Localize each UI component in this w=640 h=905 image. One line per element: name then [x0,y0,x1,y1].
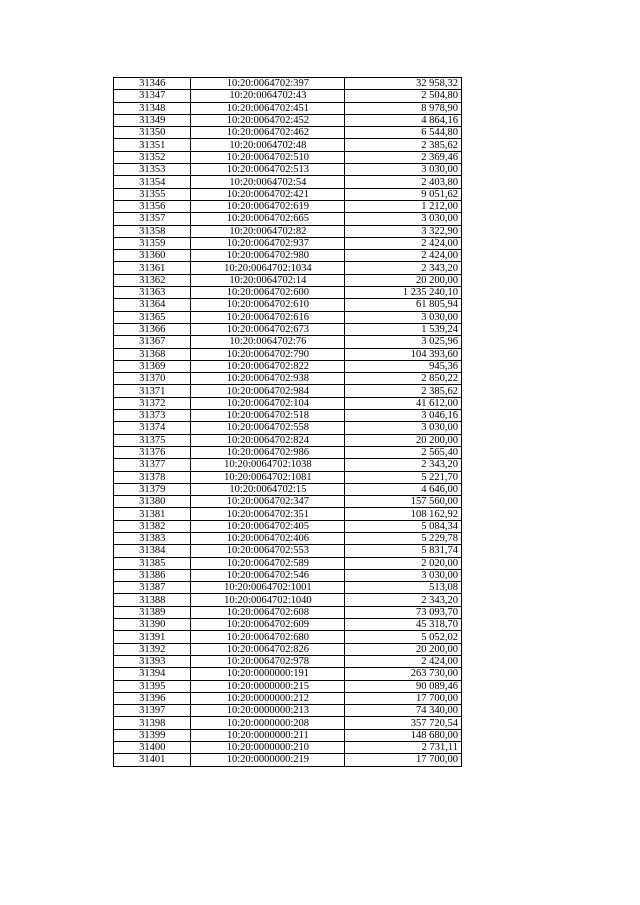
row-number-cell: 31349 [114,114,191,126]
cadastral-value-cell: 2 403,80 [345,176,462,188]
row-number-cell: 31392 [114,643,191,655]
cadastral-number-cell: 10:20:0064702:558 [191,422,345,434]
cadastral-value-cell: 2 424,00 [345,250,462,262]
cadastral-number-cell: 10:20:0064702:680 [191,631,345,643]
cadastral-number-cell: 10:20:0064702:15 [191,483,345,495]
cadastral-number-cell: 10:20:0064702:937 [191,237,345,249]
cadastral-value-cell: 2 424,00 [345,655,462,667]
row-number-cell: 31360 [114,250,191,262]
cadastral-value-cell: 2 343,20 [345,459,462,471]
cadastral-value-cell: 8 978,90 [345,102,462,114]
row-number-cell: 31380 [114,496,191,508]
cadastral-number-cell: 10:20:0064702:984 [191,385,345,397]
table-row [114,78,462,90]
cadastral-number-cell: 10:20:0064702:43 [191,90,345,102]
row-number-cell: 31390 [114,619,191,631]
cadastral-number-cell: 10:20:0064702:54 [191,176,345,188]
cadastral-value-cell: 9 051,62 [345,188,462,200]
cadastral-number-cell: 10:20:0064702:619 [191,200,345,212]
cadastral-number-cell: 10:20:0064702:665 [191,213,345,225]
cadastral-value-cell: 4 646,00 [345,483,462,495]
cadastral-value-cell: 3 322,90 [345,225,462,237]
table-row [114,631,462,643]
cadastral-value-cell: 945,36 [345,360,462,372]
table-row [114,508,462,520]
row-number-cell: 31355 [114,188,191,200]
cadastral-value-cell: 357 720,54 [345,717,462,729]
row-number-cell: 31387 [114,582,191,594]
row-number-cell: 31357 [114,213,191,225]
table-row [114,360,462,372]
table-row [114,446,462,458]
cadastral-number-cell: 10:20:0064702:397 [191,78,345,90]
row-number-cell: 31350 [114,127,191,139]
row-number-cell: 31347 [114,90,191,102]
row-number-cell: 31384 [114,545,191,557]
table-row [114,114,462,126]
cadastral-value-cell: 17 700,00 [345,692,462,704]
table-row [114,705,462,717]
table-row [114,582,462,594]
cadastral-value-cell: 32 958,32 [345,78,462,90]
cadastral-number-cell: 10:20:0064702:980 [191,250,345,262]
cadastral-value-cell: 90 089,46 [345,680,462,692]
cadastral-number-cell: 10:20:0064702:347 [191,496,345,508]
table-row [114,176,462,188]
row-number-cell: 31372 [114,397,191,409]
cadastral-number-cell: 10:20:0064702:1081 [191,471,345,483]
table-row [114,385,462,397]
cadastral-number-cell: 10:20:0064702:518 [191,410,345,422]
row-number-cell: 31364 [114,299,191,311]
table-row [114,532,462,544]
table-row [114,323,462,335]
table-row [114,545,462,557]
row-number-cell: 31393 [114,655,191,667]
cadastral-number-cell: 10:20:0064702:822 [191,360,345,372]
row-number-cell: 31371 [114,385,191,397]
cadastral-number-cell: 10:20:0064702:1034 [191,262,345,274]
row-number-cell: 31377 [114,459,191,471]
table-row [114,139,462,151]
cadastral-value-cell: 17 700,00 [345,754,462,766]
cadastral-number-cell: 10:20:0064702:589 [191,557,345,569]
cadastral-number-cell: 10:20:0064702:510 [191,151,345,163]
cadastral-number-cell: 10:20:0000000:191 [191,668,345,680]
cadastral-value-cell: 513,08 [345,582,462,594]
cadastral-value-cell: 2 343,20 [345,594,462,606]
table-row [114,606,462,618]
row-number-cell: 31397 [114,705,191,717]
row-number-cell: 31356 [114,200,191,212]
table-row [114,164,462,176]
row-number-cell: 31394 [114,668,191,680]
row-number-cell: 31373 [114,410,191,422]
table-row [114,496,462,508]
row-number-cell: 31352 [114,151,191,163]
table-row [114,668,462,680]
cadastral-value-cell: 20 200,00 [345,643,462,655]
row-number-cell: 31368 [114,348,191,360]
cadastral-value-cell: 5 831,74 [345,545,462,557]
cadastral-value-cell: 2 504,80 [345,90,462,102]
cadastral-number-cell: 10:20:0064702:76 [191,336,345,348]
row-number-cell: 31376 [114,446,191,458]
table-row [114,643,462,655]
table-row [114,90,462,102]
table-row [114,594,462,606]
cadastral-number-cell: 10:20:0000000:213 [191,705,345,717]
table-body [114,78,462,767]
row-number-cell: 31400 [114,742,191,754]
cadastral-value-cell: 5 229,78 [345,532,462,544]
cadastral-value-cell: 157 560,00 [345,496,462,508]
cadastral-value-cell: 41 612,00 [345,397,462,409]
row-number-cell: 31381 [114,508,191,520]
row-number-cell: 31353 [114,164,191,176]
row-number-cell: 31362 [114,274,191,286]
cadastral-number-cell: 10:20:0064702:1040 [191,594,345,606]
table-row [114,336,462,348]
cadastral-value-cell: 3 030,00 [345,213,462,225]
row-number-cell: 31398 [114,717,191,729]
row-number-cell: 31363 [114,287,191,299]
cadastral-value-cell: 20 200,00 [345,274,462,286]
row-number-cell: 31346 [114,78,191,90]
cadastral-value-cell: 2 565,40 [345,446,462,458]
table-row [114,692,462,704]
cadastral-value-cell: 2 424,00 [345,237,462,249]
cadastral-number-cell: 10:20:0064702:421 [191,188,345,200]
table-row [114,422,462,434]
table-row [114,188,462,200]
cadastral-value-cell: 2 850,22 [345,373,462,385]
row-number-cell: 31369 [114,360,191,372]
cadastral-number-cell: 10:20:0000000:211 [191,729,345,741]
cadastral-number-cell: 10:20:0064702:609 [191,619,345,631]
table-row [114,520,462,532]
cadastral-number-cell: 10:20:0064702:826 [191,643,345,655]
table-row [114,237,462,249]
cadastral-value-cell: 2 731,11 [345,742,462,754]
cadastral-number-cell: 10:20:0064702:616 [191,311,345,323]
cadastral-number-cell: 10:20:0064702:824 [191,434,345,446]
row-number-cell: 31389 [114,606,191,618]
cadastral-number-cell: 10:20:0064702:546 [191,569,345,581]
cadastral-number-cell: 10:20:0064702:406 [191,532,345,544]
row-number-cell: 31388 [114,594,191,606]
cadastral-value-cell: 5 221,70 [345,471,462,483]
cadastral-value-cell: 3 030,00 [345,311,462,323]
table-row [114,213,462,225]
row-number-cell: 31361 [114,262,191,274]
cadastral-number-cell: 10:20:0064702:673 [191,323,345,335]
document-page [113,77,462,767]
cadastral-value-cell: 1 235 240,10 [345,287,462,299]
cadastral-value-cell: 45 318,70 [345,619,462,631]
row-number-cell: 31365 [114,311,191,323]
cadastral-value-cell: 74 340,00 [345,705,462,717]
row-number-cell: 31359 [114,237,191,249]
table-row [114,287,462,299]
row-number-cell: 31375 [114,434,191,446]
table-row [114,225,462,237]
table-row [114,348,462,360]
cadastral-value-cell: 3 025,96 [345,336,462,348]
cadastral-number-cell: 10:20:0000000:210 [191,742,345,754]
cadastral-value-cell: 20 200,00 [345,434,462,446]
table-row [114,373,462,385]
cadastral-value-cell: 3 030,00 [345,422,462,434]
table-row [114,397,462,409]
row-number-cell: 31395 [114,680,191,692]
cadastral-value-cell: 61 805,94 [345,299,462,311]
table-row [114,729,462,741]
row-number-cell: 31366 [114,323,191,335]
row-number-cell: 31348 [114,102,191,114]
cadastral-number-cell: 10:20:0064702:104 [191,397,345,409]
cadastral-number-cell: 10:20:0000000:212 [191,692,345,704]
cadastral-value-cell: 108 162,92 [345,508,462,520]
cadastral-number-cell: 10:20:0064702:978 [191,655,345,667]
row-number-cell: 31379 [114,483,191,495]
table-row [114,127,462,139]
cadastral-value-cell: 73 093,70 [345,606,462,618]
row-number-cell: 31370 [114,373,191,385]
cadastral-number-cell: 10:20:0064702:986 [191,446,345,458]
cadastral-number-cell: 10:20:0064702:48 [191,139,345,151]
cadastral-number-cell: 10:20:0064702:462 [191,127,345,139]
table-row [114,717,462,729]
table-row [114,742,462,754]
cadastral-value-cell: 1 539,24 [345,323,462,335]
row-number-cell: 31358 [114,225,191,237]
table-row [114,200,462,212]
cadastral-value-cell: 3 046,16 [345,410,462,422]
cadastral-value-cell: 5 084,34 [345,520,462,532]
cadastral-value-cell: 3 030,00 [345,164,462,176]
table-row [114,262,462,274]
cadastral-number-cell: 10:20:0064702:14 [191,274,345,286]
cadastral-value-cell: 6 544,80 [345,127,462,139]
table-row [114,619,462,631]
cadastral-value-cell: 148 680,00 [345,729,462,741]
table-row [114,274,462,286]
table-row [114,299,462,311]
cadastral-value-cell: 3 030,00 [345,569,462,581]
table-row [114,410,462,422]
table-row [114,459,462,471]
cadastral-number-cell: 10:20:0000000:208 [191,717,345,729]
row-number-cell: 31351 [114,139,191,151]
cadastral-number-cell: 10:20:0064702:600 [191,287,345,299]
row-number-cell: 31399 [114,729,191,741]
cadastral-number-cell: 10:20:0064702:608 [191,606,345,618]
cadastral-number-cell: 10:20:0064702:610 [191,299,345,311]
table-row [114,557,462,569]
row-number-cell: 31401 [114,754,191,766]
row-number-cell: 31386 [114,569,191,581]
cadastral-number-cell: 10:20:0064702:938 [191,373,345,385]
cadastral-value-cell: 263 730,00 [345,668,462,680]
cadastral-number-cell: 10:20:0064702:553 [191,545,345,557]
cadastral-number-cell: 10:20:0064702:351 [191,508,345,520]
table-row [114,569,462,581]
cadastral-number-cell: 10:20:0064702:1038 [191,459,345,471]
table-row [114,680,462,692]
cadastral-number-cell: 10:20:0064702:452 [191,114,345,126]
row-number-cell: 31354 [114,176,191,188]
cadastral-number-cell: 10:20:0064702:513 [191,164,345,176]
table-row [114,483,462,495]
cadastral-value-cell: 2 020,00 [345,557,462,569]
table-row [114,655,462,667]
row-number-cell: 31378 [114,471,191,483]
row-number-cell: 31385 [114,557,191,569]
table-row [114,250,462,262]
cadastral-number-cell: 10:20:0064702:405 [191,520,345,532]
row-number-cell: 31382 [114,520,191,532]
cadastral-number-cell: 10:20:0064702:82 [191,225,345,237]
cadastral-number-cell: 10:20:0000000:215 [191,680,345,692]
row-number-cell: 31391 [114,631,191,643]
cadastral-value-cell: 104 393,60 [345,348,462,360]
cadastral-number-cell: 10:20:0064702:790 [191,348,345,360]
row-number-cell: 31367 [114,336,191,348]
cadastral-value-cell: 5 052,02 [345,631,462,643]
table-row [114,754,462,766]
cadastral-value-table [113,77,462,767]
row-number-cell: 31383 [114,532,191,544]
row-number-cell: 31374 [114,422,191,434]
table-row [114,471,462,483]
cadastral-number-cell: 10:20:0000000:219 [191,754,345,766]
row-number-cell: 31396 [114,692,191,704]
cadastral-number-cell: 10:20:0064702:1001 [191,582,345,594]
cadastral-value-cell: 2 385,62 [345,385,462,397]
table-row [114,434,462,446]
table-row [114,102,462,114]
cadastral-value-cell: 2 369,46 [345,151,462,163]
cadastral-value-cell: 2 343,20 [345,262,462,274]
cadastral-number-cell: 10:20:0064702:451 [191,102,345,114]
cadastral-value-cell: 2 385,62 [345,139,462,151]
cadastral-value-cell: 1 212,00 [345,200,462,212]
table-row [114,151,462,163]
table-row [114,311,462,323]
cadastral-value-cell: 4 864,16 [345,114,462,126]
